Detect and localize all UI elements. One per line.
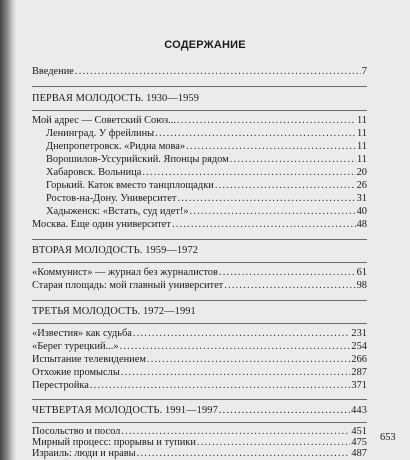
leader-dots xyxy=(219,404,350,418)
entry-title: Хабаровск. Вольница xyxy=(46,167,142,178)
toc-heading: СОДЕРЖАНИЕ xyxy=(164,39,246,51)
section-divider xyxy=(32,262,367,263)
section-divider xyxy=(32,110,367,111)
entry-page: 48 xyxy=(356,219,367,230)
entry-page: 254 xyxy=(351,341,367,352)
leader-dots xyxy=(90,379,350,392)
entry-page: 287 xyxy=(351,367,367,378)
leader-dots xyxy=(177,192,355,205)
entry-page: 11 xyxy=(356,128,367,139)
entry-page: 31 xyxy=(356,193,367,204)
toc-entry xyxy=(32,114,367,127)
entry-title: Ленинград. У фрейлины xyxy=(46,128,155,139)
leader-dots xyxy=(224,279,355,292)
part-title-4 xyxy=(32,404,367,418)
leader-dots xyxy=(230,153,356,166)
toc-entry xyxy=(32,379,367,392)
part-title-1: ПЕРВАЯ МОЛОДОСТЬ. 1930—1959 xyxy=(32,93,200,104)
entry-page: 487 xyxy=(351,448,367,459)
section-divider xyxy=(32,422,367,423)
leader-dots xyxy=(177,114,356,127)
toc-entry xyxy=(46,127,367,140)
part-title-text: ЧЕТВЕРТАЯ МОЛОДОСТЬ. 1991—1997 xyxy=(32,405,218,416)
entry-title: «Коммунист» — журнал без журналистов xyxy=(32,267,218,278)
entry-page: 11 xyxy=(356,115,367,126)
section-divider xyxy=(32,86,367,87)
entry-title: Мой адрес — Советский Союз... xyxy=(32,115,176,126)
leader-dots xyxy=(215,179,356,192)
toc-entry xyxy=(46,153,367,166)
leader-dots xyxy=(172,218,356,231)
entry-title: Москва. Еще один университет xyxy=(32,219,171,230)
leader-dots xyxy=(75,65,361,78)
entry-title: Мирный процесс: прорывы и тупики xyxy=(32,437,196,448)
toc-entry xyxy=(32,366,367,379)
leader-dots xyxy=(190,205,356,218)
section-divider xyxy=(32,399,367,400)
leader-dots xyxy=(121,366,351,379)
toc-entry xyxy=(46,166,367,179)
toc-entry xyxy=(32,327,367,340)
entry-page: 20 xyxy=(356,167,367,178)
toc-entry xyxy=(32,279,367,292)
entry-title: Ростов-на-Дону. Университет xyxy=(46,193,177,204)
toc-entry xyxy=(32,218,367,231)
entry-title: Перестройка xyxy=(32,380,89,391)
section-divider xyxy=(32,239,367,240)
entry-title: Хадыженск: «Встать, суд идет!» xyxy=(46,206,189,217)
entry-page: 7 xyxy=(361,66,367,77)
entry-title: «Известия» как судьба xyxy=(32,328,132,339)
leader-dots xyxy=(219,266,356,279)
entry-title: Горький. Каток вместо танцплощадки xyxy=(46,180,214,191)
entry-title: Израиль: люди и нравы xyxy=(32,448,136,459)
toc-entry xyxy=(46,179,367,192)
entry-title: Ворошилов-Уссурийский. Японцы рядом xyxy=(46,154,229,165)
entry-title: Старая площадь: мой главный университет xyxy=(32,280,224,291)
part-title-3: ТРЕТЬЯ МОЛОДОСТЬ. 1972—1991 xyxy=(32,306,196,317)
leader-dots xyxy=(147,353,351,366)
section-divider xyxy=(32,323,367,324)
toc-entry xyxy=(32,266,367,279)
toc-entry xyxy=(46,192,367,205)
part-title-2: ВТОРАЯ МОЛОДОСТЬ. 1959—1972 xyxy=(32,245,199,256)
entry-title: Введение xyxy=(32,66,74,77)
toc-entry xyxy=(32,340,367,353)
toc-entry xyxy=(32,353,367,366)
page-number: 653 xyxy=(380,432,396,443)
toc-entry-intro xyxy=(32,65,367,78)
entry-title: «Берег турецкий...» xyxy=(32,341,119,352)
entry-page: 61 xyxy=(356,267,367,278)
entry-page: 451 xyxy=(351,426,367,437)
entry-title: Испытание телевидением xyxy=(32,354,146,365)
leader-dots xyxy=(142,166,355,179)
entry-page: 475 xyxy=(351,437,367,448)
entry-page: 98 xyxy=(356,280,367,291)
leader-dots xyxy=(155,127,356,140)
toc-entry xyxy=(46,205,367,218)
entry-title: Посольство и посол xyxy=(32,426,121,437)
entry-page: 11 xyxy=(356,141,367,152)
entry-page: 266 xyxy=(351,354,367,365)
entry-page: 40 xyxy=(356,206,367,217)
leader-dots xyxy=(133,327,351,340)
entry-page: 231 xyxy=(351,328,367,339)
entry-page: 443 xyxy=(351,405,367,416)
leader-dots xyxy=(186,140,356,153)
section-divider xyxy=(32,300,367,301)
entry-page: 371 xyxy=(351,380,367,391)
entry-page: 26 xyxy=(356,180,367,191)
leader-dots xyxy=(120,340,351,353)
toc-entry xyxy=(46,140,367,153)
entry-page: 11 xyxy=(356,154,367,165)
entry-title: Отхожие промыслы xyxy=(32,367,120,378)
entry-title: Днепропетровск. «Ридна мова» xyxy=(46,141,186,152)
